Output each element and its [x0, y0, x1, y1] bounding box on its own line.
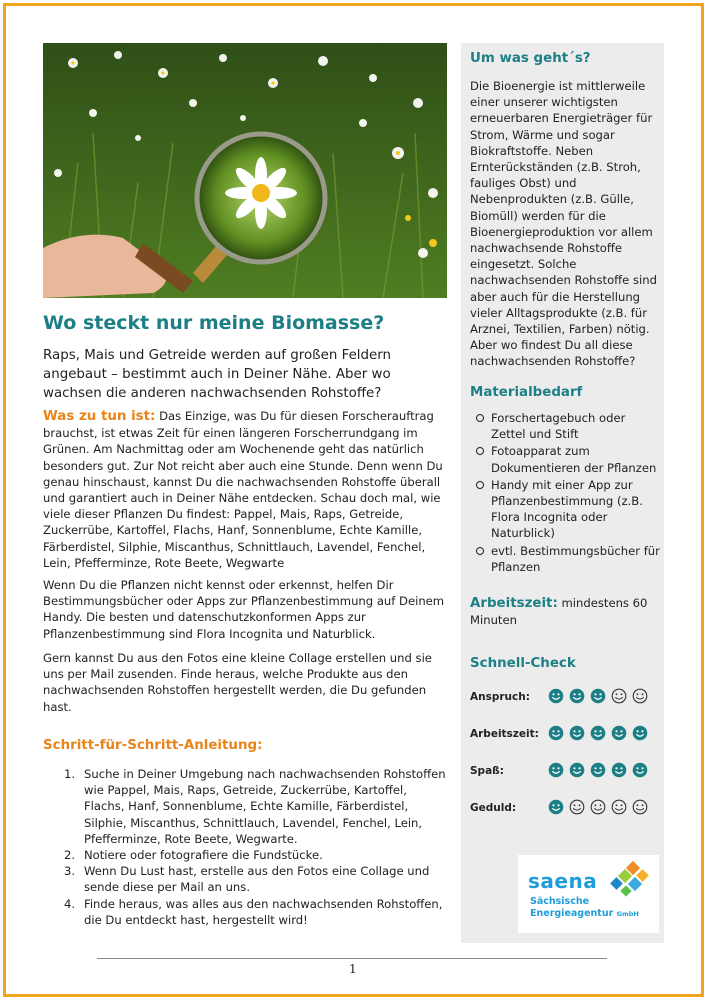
- work-time-label: Arbeitszeit:: [470, 596, 558, 611]
- smiley-filled-icon: [611, 762, 627, 778]
- step-item: [60, 766, 450, 847]
- smiley-empty-icon: [611, 799, 627, 815]
- apps-paragraph: Wenn Du die Pflanzen nicht kennst oder erkennst, helfen Dir Bestimmungsbücher oder Apps zur Pflanzenbestimmung auf Deinem Handy. Die besten und datenschutzkonformen Apps zur Pflanzenbestimmung sind Flora Incognita und Naturblick.: [43, 578, 445, 641]
- quick-check-heading: Schnell-Check: [470, 656, 576, 671]
- work-time-value: mindestens 60 Minuten: [470, 596, 648, 628]
- smiley-filled-icon: [569, 762, 585, 778]
- smiley-filled-icon: [611, 725, 627, 741]
- todo-heading: Was zu tun ist:: [43, 409, 156, 424]
- material-item: evtl. Bestimmungsbücher für Pflanzen: [475, 543, 660, 575]
- about-heading: Um was geht´s?: [470, 51, 591, 66]
- step-number: 4.: [64, 896, 76, 911]
- saena-logo: [518, 855, 659, 933]
- smiley-rating: [548, 725, 653, 745]
- page-number: 1: [349, 962, 357, 976]
- check-label: Geduld:: [470, 802, 517, 814]
- circle-bullet-icon: [476, 547, 484, 555]
- step-item: [60, 863, 450, 895]
- smiley-filled-icon: [548, 725, 564, 741]
- work-time: [470, 595, 660, 628]
- material-item: Fotoapparat zum Dokumentieren der Pflanzen: [475, 443, 660, 475]
- step-text: Suche in Deiner Umgebung nach nachwachsenden Rohstoffen wie Pappel, Mais, Raps, Getreide, Zuckerrübe, Kartoffel, Flachs, Hanf, Sonnenblume, Echte Kamille, Färberdistel, Silphie, Miscanthus, Schnittlauch, Lavendel, Fenchel, Lein, Pfefferminze, Rote Beete, Wegwarte.: [84, 767, 446, 846]
- smiley-empty-icon: [632, 688, 648, 704]
- smiley-empty-icon: [632, 799, 648, 815]
- smiley-filled-icon: [632, 762, 648, 778]
- logo-subtitle: Sächsische Energieagentur GmbH: [530, 896, 639, 919]
- step-number: 1.: [64, 767, 76, 781]
- material-heading: Materialbedarf: [470, 385, 583, 400]
- smiley-empty-icon: [590, 799, 606, 815]
- smiley-filled-icon: [632, 725, 648, 741]
- smiley-empty-icon: [569, 799, 585, 815]
- check-label: Anspruch:: [470, 691, 530, 703]
- smiley-filled-icon: [569, 688, 585, 704]
- check-row-geduld: [470, 799, 664, 819]
- about-text: Die Bioenergie ist mittlerweile einer unserer wichtigsten erneuerbaren Energieträger für Strom, Wärme und sogar Biokraftstoffe. Neben Ernterückständen (z.B. Stroh, fauliges Obst) und Nebenprodukten (z.B. Gülle, Biomüll) werden für die Bioenergieproduktion vor allem nachwachsende Rohstoffe eingesetzt. Solche nachwachsenden Rohstoffe sind aber auch für die Herstellung vieler Alltagsprodukte (z.B. für Arznei, Textilien, Farben) nötig. Aber wo findest Du all diese nachwachsenden Rohstoffe?: [470, 79, 657, 369]
- check-label: Spaß:: [470, 765, 504, 777]
- smiley-rating: [548, 688, 653, 708]
- logo-name: saena: [528, 869, 598, 893]
- check-row-anspruch: [470, 688, 664, 708]
- circle-bullet-icon: [476, 414, 484, 422]
- smiley-filled-icon: [590, 688, 606, 704]
- step-number: 2.: [64, 848, 76, 863]
- step-item: [60, 896, 450, 928]
- step-text: Finde heraus, was alles aus den nachwachsenden Rohstoffen, die Du entdeckt hast, hergestellt wird!: [84, 896, 443, 927]
- smiley-filled-icon: [548, 762, 564, 778]
- intro-text: Raps, Mais und Getreide werden auf großen Feldern angebaut – bestimmt auch in Deiner Nähe. Aber wo wachsen die anderen nachwachsenden Rohstoffe?: [43, 348, 392, 401]
- circle-bullet-icon: [476, 481, 484, 489]
- smiley-filled-icon: [590, 725, 606, 741]
- circle-bullet-icon: [476, 447, 484, 455]
- smiley-filled-icon: [548, 799, 564, 815]
- material-item: Forschertagebuch oder Zettel und Stift: [475, 410, 660, 442]
- smiley-rating: [548, 762, 653, 782]
- step-number: 3.: [64, 864, 76, 879]
- steps-heading: Schritt-für-Schritt-Anleitung:: [43, 738, 263, 753]
- smiley-filled-icon: [590, 762, 606, 778]
- collage-paragraph: Gern kannst Du aus den Fotos eine kleine Collage erstellen und sie uns per Mail zusenden. Finde heraus, welche Produkte aus den nachwachsenden Rohstoffen hergestellt werden, die Du gefunden hast.: [43, 651, 432, 714]
- step-text: Wenn Du Lust hast, erstelle aus den Fotos eine Collage und sende diese per Mail an uns.: [84, 864, 430, 895]
- saena-logo-icon: [598, 859, 654, 901]
- magnifier-meadow-photo: [43, 43, 447, 298]
- check-row-spass: [470, 762, 664, 782]
- steps-list: [60, 766, 450, 928]
- check-label: Arbeitszeit:: [470, 728, 539, 740]
- step-item: [60, 847, 450, 863]
- smiley-filled-icon: [548, 688, 564, 704]
- smiley-empty-icon: [611, 688, 627, 704]
- material-list: [475, 410, 660, 576]
- step-text: Notiere oder fotografiere die Fundstücke.: [84, 848, 323, 863]
- smiley-filled-icon: [569, 725, 585, 741]
- todo-text: Das Einzige, was Du für diesen Forscherauftrag brauchst, ist etwas Zeit für einen längeren Forscherrundgang im Grünen. Am Nachmittag oder am Wochenende geht das natürlich besonders gut. Zur Not reicht aber auch eine Stunde. Denn wenn Du genau hinschaust, kannst Du die nachwachsenden Rohstoffe überall und garantiert auch in Deiner Nähe entdecken. Schau doch mal, wie viele dieser Pflanzen Du findest: Pappel, Mais, Raps, Getreide, Zuckerrübe, Kartoffel, Flachs, Hanf, Sonnenblume, Echte Kamille, Färberdistel, Silphie, Miscanthus, Schnittlauch, Lavendel, Fenchel, Lein, Pfefferminze, Rote Beete, Wegwarte: [43, 409, 443, 570]
- smiley-rating: [548, 799, 653, 819]
- check-row-arbeitszeit: [470, 725, 664, 745]
- material-item: Handy mit einer App zur Pflanzenbestimmung (z.B. Flora Incognita oder Naturblick): [475, 477, 660, 542]
- todo-paragraph: [43, 408, 447, 571]
- page-title: Wo steckt nur meine Biomasse?: [43, 312, 385, 334]
- footer-divider: [97, 958, 607, 959]
